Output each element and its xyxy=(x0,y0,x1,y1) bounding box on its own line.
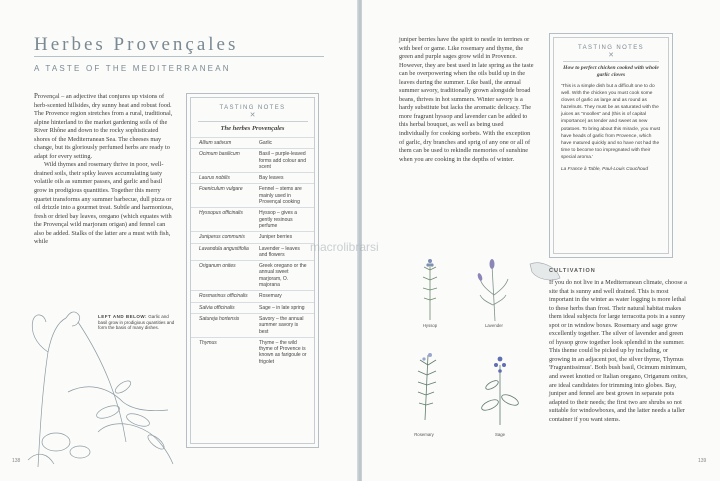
label-lavender: Lavender xyxy=(485,323,503,328)
herb-latin-name: Thymus xyxy=(199,339,217,346)
caption-lead: LEFT AND BELOW: xyxy=(98,314,147,319)
illustration-caption xyxy=(98,314,178,331)
recipe-quote: 'This is a simple dish but a difficult one to do well. With the chicken you must cook some cloves of garlic as large and as round as hazelnuts. They must be as saturated with the juices as "moolles" and (this is of capital importance) as tender and sweet as new potatoes. To bring about this miracle, you must have heads of garlic from Provence, which have matured quickly and so have not had the time to become too impregnated with their special aroma.' xyxy=(561,84,661,160)
herb-latin-name: Laurus nobilis xyxy=(199,175,230,182)
herb-common-name: Lavender – leaves and flowers xyxy=(259,245,300,258)
tasting-notes-box xyxy=(186,93,319,448)
tasting-notes-inner xyxy=(190,97,315,444)
left-page xyxy=(0,0,358,481)
herb-row xyxy=(191,231,314,242)
herb-common-name: Thyme – the wild thyme of Provence is known as farigoule or frigolet xyxy=(259,339,307,365)
herb-latin-name: Allium sativum xyxy=(199,140,232,146)
title-rule xyxy=(34,56,324,57)
herb-row xyxy=(191,302,314,313)
herb-row xyxy=(191,207,314,231)
folio-left: 138 xyxy=(12,458,21,464)
page-subtitle: A TASTE OF THE MEDITERRANEAN xyxy=(34,64,231,73)
herb-latin-name: Salvia officinalis xyxy=(199,304,235,311)
herb-row xyxy=(191,260,314,290)
tasting-notes-heading: TASTING NOTES xyxy=(219,105,286,111)
herb-latin-name: Juniperus communis xyxy=(199,234,245,241)
herb-row xyxy=(191,290,314,301)
left-body-text xyxy=(34,92,174,247)
caption-text: Garlic and basil grow in prodigious quantities and form the basis of many dishes. xyxy=(98,314,175,331)
cutlery-icon: ✕ xyxy=(249,111,256,119)
cutlery-icon-2: ✕ xyxy=(608,51,614,59)
herb-common-name: Hyssop – gives a gently resinous perfume xyxy=(259,210,298,229)
herb-latin-name: Rosmarinus officinalis xyxy=(199,293,248,300)
right-column-1 xyxy=(399,36,535,164)
herb-latin-name: Satureja hortensis xyxy=(199,315,240,322)
herb-common-name: Basil – purple-leaved forms add colour and scent xyxy=(259,151,306,170)
herb-row xyxy=(191,172,314,183)
tasting-notes-rule-2 xyxy=(563,61,659,62)
herb-row xyxy=(191,337,314,367)
tasting-notes-heading-2: TASTING NOTES xyxy=(577,45,645,51)
intro-text: rovençal – an adjective that conjures up visions of herb-scented hillsides, dry sunny heat and robust food. The Provence region stretches from a rural, traditional, alpine hinterland to the market gardening soils of the River Rhône and down to the rocky sophisticated shores of the Mediterranean Sea. The cheeses may change, but its gloriously perfumed herbs are ready to adapt for every setting. xyxy=(34,93,173,160)
tasting-notes-title: The herbes Provençales xyxy=(220,125,285,132)
herb-common-name: Garlic xyxy=(259,140,273,146)
herb-common-name: Greek oregano or the annual sweet marjoram, O. majorana xyxy=(259,263,307,289)
herb-common-name: Rosemary xyxy=(259,293,282,300)
intro-paragraph xyxy=(34,92,174,161)
cultivation-heading: CULTIVATION xyxy=(549,268,596,274)
right-col1-text: juniper berries have the spirit to nestle in terrines or with beef or game. Like rosemary and thyme, the green and purple sages grow wild in Provence. However, they are best used in late spring as the taste can be overpowering when the oils build up in the leaves during the summer. Like basil, the annual summer savory, traditionally grown alongside broad beans, thrives in hot summers. Winter savory is a hardy substitute but lacks the aromatic delicacy. The more fragrant hyssop and lavender can be added to this herbal bouquet, as well as being used individually for cooking sorbets. With the exception of garlic, dry branches and sprig of any one or all of them can be used to rekindle memories of sunshine when you are cooking in the depths of winter. xyxy=(399,36,534,163)
label-sage: Sage xyxy=(494,432,506,437)
herb-common-name: Sage – in late spring xyxy=(259,304,305,311)
folio-right: 139 xyxy=(698,458,707,464)
herb-common-name: Bay leaves xyxy=(259,175,284,182)
herb-latin-name: Ocimum basilicum xyxy=(199,151,240,158)
label-rosemary: Rosemary xyxy=(414,432,434,437)
herb-row xyxy=(191,313,314,337)
drop-cap: P xyxy=(34,92,38,100)
tasting-notes-inner-2 xyxy=(553,37,669,254)
quote-source: La France à Table, Paul-Louis Couchoud xyxy=(561,167,649,173)
recipe-title: How to perfect chicken cooked with whole garlic cloves xyxy=(563,65,659,78)
herb-common-name: Juniper berries xyxy=(259,234,293,241)
tasting-notes-rule xyxy=(198,121,308,122)
herb-latin-name: Origanum onites xyxy=(199,263,236,270)
herb-latin-name: Hyssopus officinalis xyxy=(199,210,243,217)
herb-row xyxy=(191,137,314,148)
second-paragraph: Wild thymes and rosemary thrive in poor, well-drained soils, their spiky leaves accumulating tasty volatile oils as summer passes, and garlic and basil grow in prodigious quantities. Together this merry quartet transforms any summer barbecue, dull pizza or oil drizzle into a gourmet treat. Subtle and harmonious, fresh or dried bay leaves, oregano (which equates with the Provençal wild marjoram origan) and fennel can also be added. Stalks of the latter are a must with fish, while xyxy=(34,161,174,246)
right-column-2 xyxy=(549,279,689,424)
herb-row xyxy=(191,148,314,172)
herb-common-name: Savory – the annual summer savory is best xyxy=(259,315,304,335)
herb-latin-name: Foeniculum vulgare xyxy=(199,186,243,193)
herb-list xyxy=(191,137,314,367)
herb-common-name: Fennel – stems are mainly used in Provençal cooking xyxy=(259,186,302,206)
herb-illustrations xyxy=(400,255,540,435)
page-title: Herbes Provençales xyxy=(34,34,239,55)
herb-latin-name: Lavandula angustifolia xyxy=(199,245,249,252)
herb-row xyxy=(191,243,314,261)
tasting-notes-box-2 xyxy=(549,33,673,258)
herb-row xyxy=(191,183,314,207)
cultivation-text: If you do not live in a Mediterranean climate, choose a site that is sunny and well drained. This is most important in the winter as water logging is more lethal to these herbs than frost. Their natural habitat makes them ideal subjects for large terracotta pots in a sunny spot or in window boxes. Rosemary and sage grow excellently together. The silver of lavender and green of hyssop grow together look splendid in the summer. This theme could be picked up by including, or growing in an adjacent pot, the silver thyme, Thymus 'Fragrantissimus'. Both bush basil, Ocimum minimum, and sweet knotted or Italian oregano, Origanum onites, are ideal candidates for trimming into globes. Bay, juniper and fennel are best grown in separate pots adapted to their needs; the first two are shrubs so not suitable for windowboxes, and the latter needs a taller container if you want stems. xyxy=(549,279,688,423)
watermark: macrolibrarsi xyxy=(310,240,379,254)
label-hyssop: Hyssop xyxy=(422,323,438,328)
